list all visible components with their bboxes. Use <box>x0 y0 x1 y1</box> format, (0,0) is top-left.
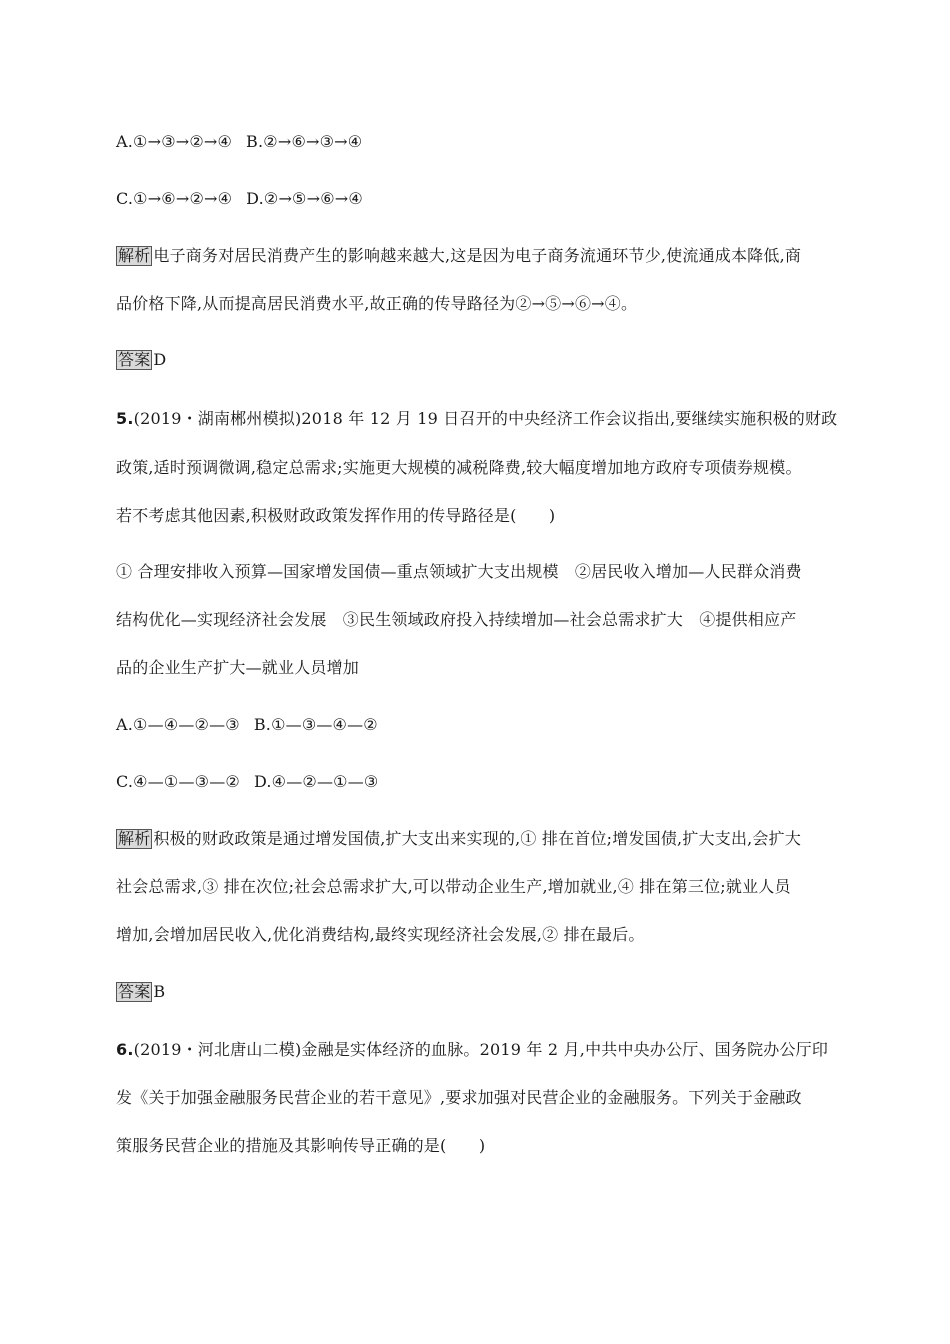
q4-analysis-tag: 解析 <box>118 246 151 265</box>
q6-stem-text-3: 策服务民营企业的措施及其影响传导正确的是( ) <box>116 1136 486 1155</box>
q5-answer-line <box>116 982 836 1002</box>
q5-stem-text-1: (2019・湖南郴州模拟)2018 年 12 月 19 日召开的中央经济工作会议指出,要继续实施积极的财政 <box>133 409 838 428</box>
q5-analysis-text-1: 积极的财政政策是通过增发国债,扩大支出来实现的,① 排在首位;增发国债,扩大支出,会扩大 <box>153 829 802 848</box>
q5-option-d: D.④—②—①—③ <box>253 772 379 791</box>
q6-number: 6. <box>116 1040 134 1059</box>
q4-answer-line <box>116 350 836 370</box>
q6-stem-line-2 <box>116 1088 836 1108</box>
q6-stem-line-1 <box>116 1040 836 1060</box>
q5-items-text-1: ① 合理安排收入预算—国家增发国债—重点领域扩大支出规模 ②居民收入增加—人民群众消费 <box>116 562 802 581</box>
q5-option-b: B.①—③—④—② <box>253 715 378 734</box>
q5-stem-line-2 <box>116 458 836 478</box>
q5-stem-text-3: 若不考虑其他因素,积极财政政策发挥作用的传导路径是( ) <box>116 506 556 525</box>
q5-stem-line-3 <box>116 506 836 526</box>
q5-analysis-line-2 <box>116 877 836 897</box>
q4-analysis-line-1 <box>116 246 836 266</box>
q5-analysis-line-3 <box>116 925 836 945</box>
q4-options-row-1 <box>116 132 836 152</box>
q5-options-row-1 <box>116 715 836 735</box>
q6-stem-text-2: 发《关于加强金融服务民营企业的若干意见》,要求加强对民营企业的金融服务。下列关于金融政 <box>116 1088 802 1107</box>
q4-answer-tag: 答案 <box>118 350 151 369</box>
q5-stem-text-2: 政策,适时预调微调,稳定总需求;实施更大规模的减税降费,较大幅度增加地方政府专项债券规模。 <box>116 458 802 477</box>
q4-options-row-2 <box>116 189 836 209</box>
q5-stem-line-1 <box>116 409 836 429</box>
q5-items-line-2 <box>116 610 836 630</box>
q4-option-b: B.②→⑥→③→④ <box>246 132 363 151</box>
q5-answer-value: B <box>153 982 166 1001</box>
q5-analysis-text-2: 社会总需求,③ 排在次位;社会总需求扩大,可以带动企业生产,增加就业,④ 排在第三位;就业人员 <box>116 877 791 896</box>
q5-number: 5. <box>116 409 134 428</box>
q5-option-a: A.①—④—②—③ <box>116 715 240 734</box>
q4-option-d: D.②→⑤→⑥→④ <box>246 189 363 208</box>
q5-items-text-3: 品的企业生产扩大—就业人员增加 <box>116 658 360 677</box>
q5-option-c: C.④—①—③—② <box>116 772 240 791</box>
q4-analysis-text-2: 品价格下降,从而提高居民消费水平,故正确的传导路径为②→⑤→⑥→④。 <box>116 294 638 313</box>
q5-analysis-line-1 <box>116 829 836 849</box>
q6-stem-line-3 <box>116 1136 836 1156</box>
q4-answer-value: D <box>153 350 167 369</box>
q5-analysis-tag: 解析 <box>118 829 151 848</box>
q4-option-a: A.①→③→②→④ <box>116 132 233 151</box>
q4-analysis-text-1: 电子商务对居民消费产生的影响越来越大,这是因为电子商务流通环节少,使流通成本降低,商 <box>153 246 802 265</box>
q5-options-row-2 <box>116 772 836 792</box>
q5-items-line-1 <box>116 562 836 582</box>
q5-items-line-3 <box>116 658 836 678</box>
q6-stem-text-1: (2019・河北唐山二模)金融是实体经济的血脉。2019 年 2 月,中共中央办公厅、国务院办公厅印 <box>133 1040 829 1059</box>
q4-analysis-line-2 <box>116 294 836 314</box>
q5-answer-tag: 答案 <box>118 982 151 1001</box>
q5-items-text-2: 结构优化—实现经济社会发展 ③民生领域政府投入持续增加—社会总需求扩大 ④提供相应产 <box>116 610 797 629</box>
q4-option-c: C.①→⑥→②→④ <box>116 189 233 208</box>
q5-analysis-text-3: 增加,会增加居民收入,优化消费结构,最终实现经济社会发展,② 排在最后。 <box>116 925 645 944</box>
